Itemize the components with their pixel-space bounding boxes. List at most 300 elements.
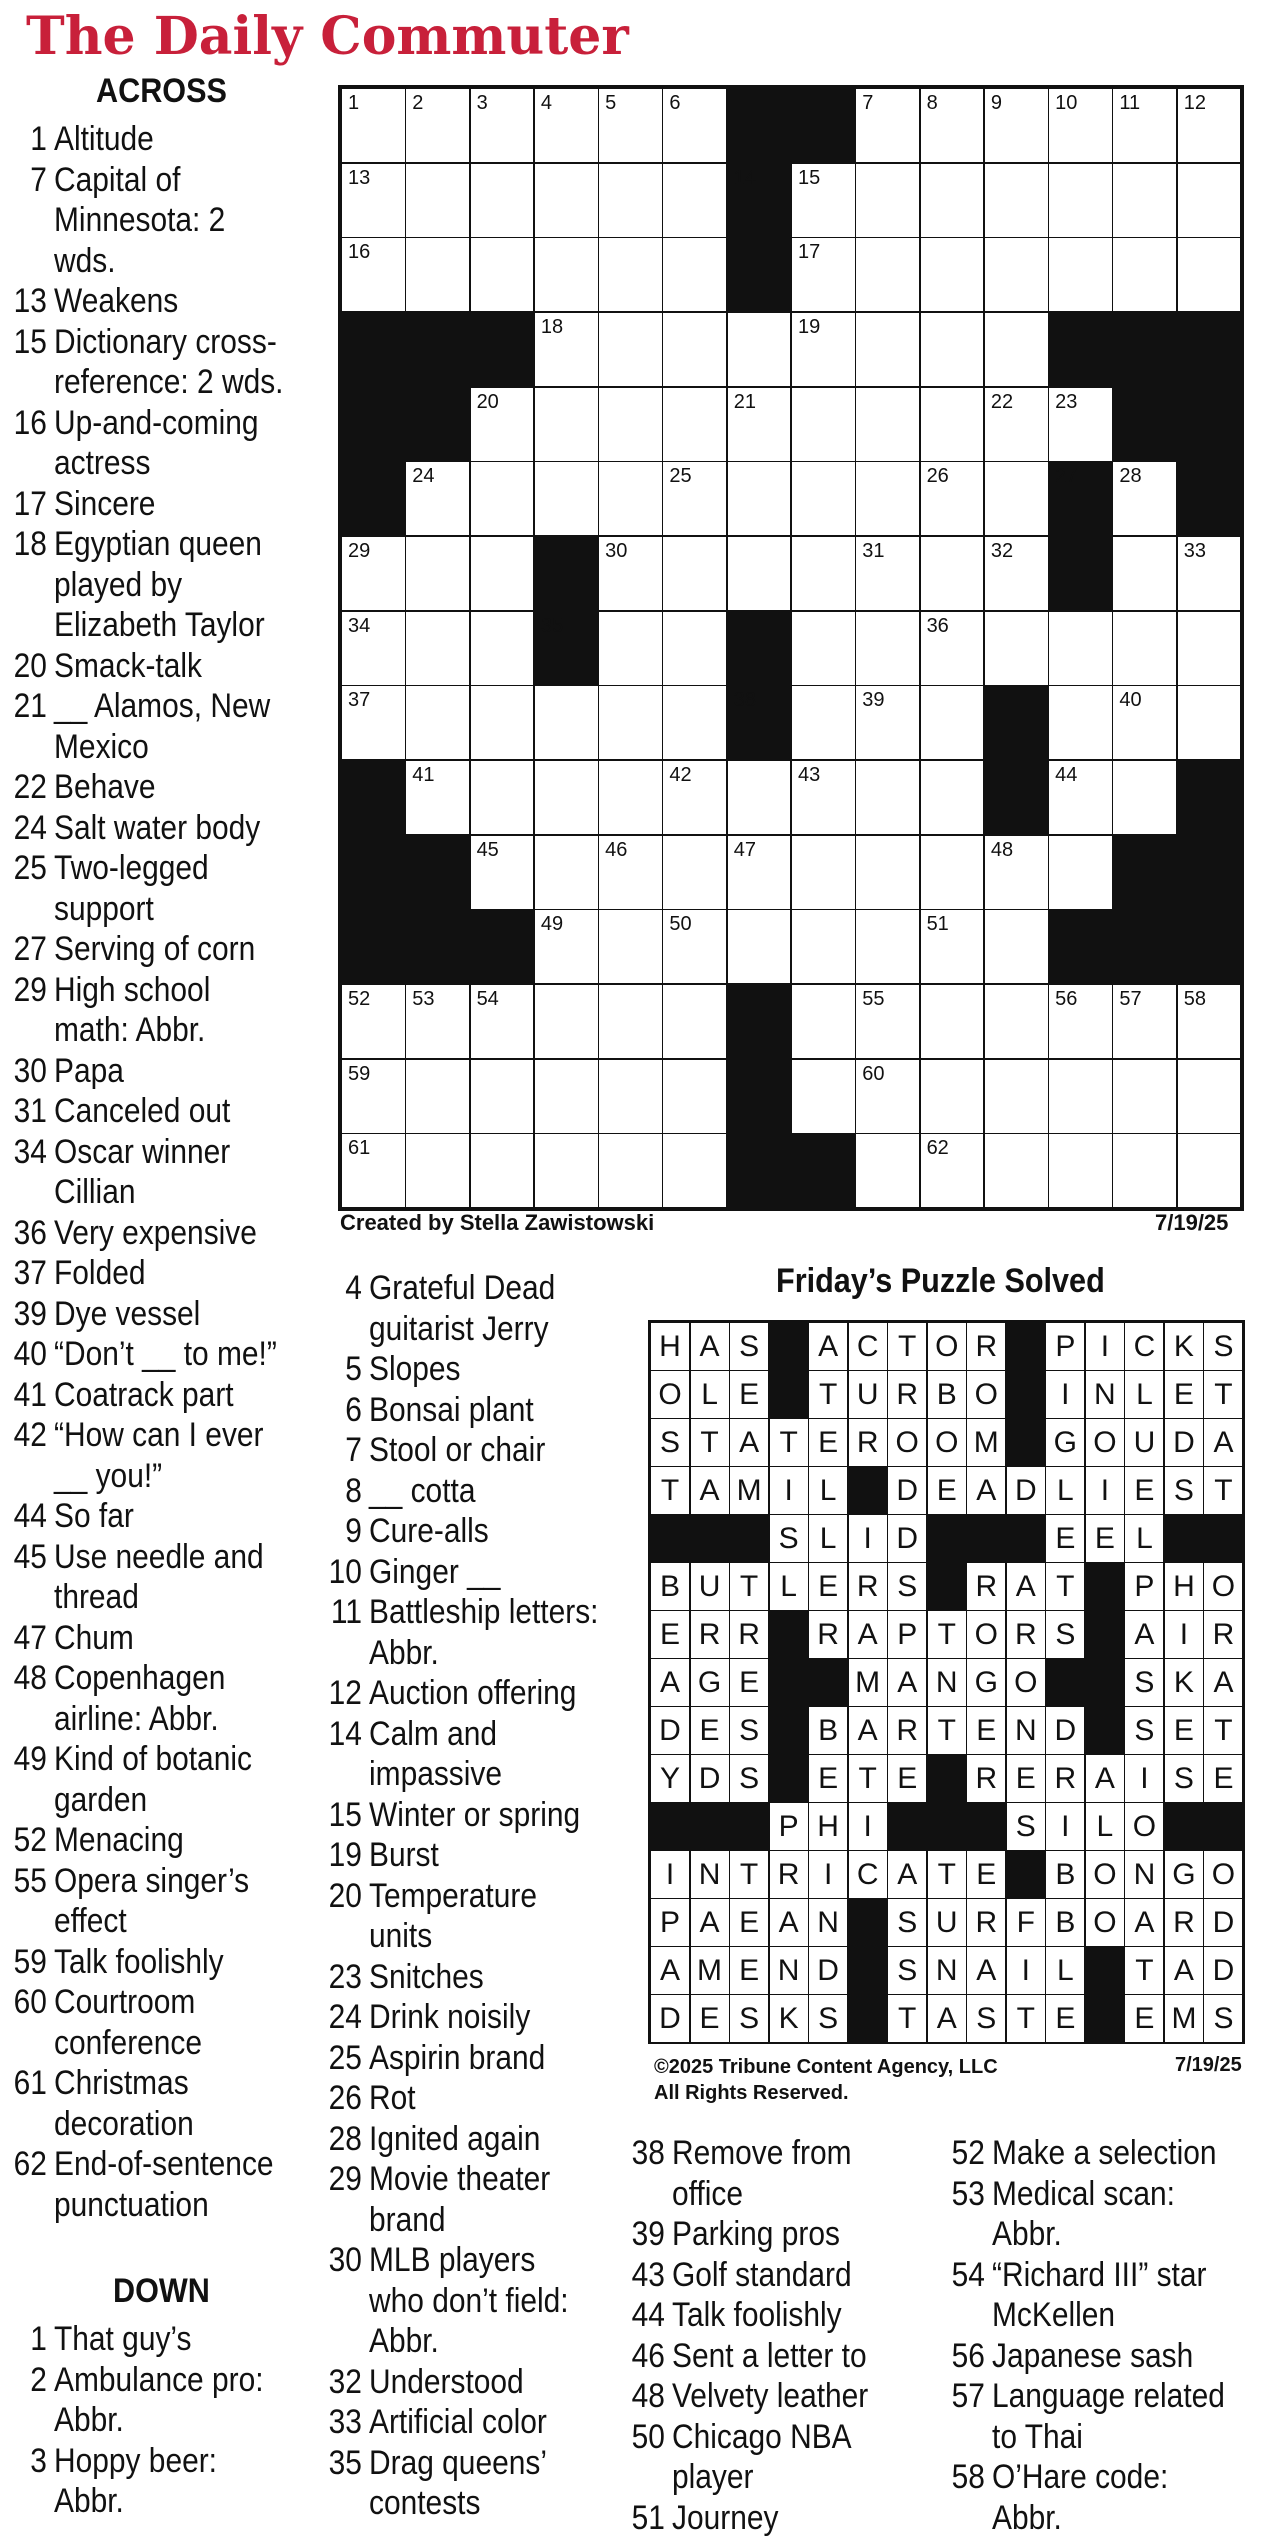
grid-cell[interactable] <box>341 536 406 611</box>
grid-cell[interactable] <box>920 163 985 238</box>
grid-cell[interactable] <box>984 1059 1049 1134</box>
grid-cell[interactable] <box>405 984 470 1059</box>
grid-cell[interactable] <box>1177 163 1242 238</box>
grid-cell[interactable] <box>920 387 985 462</box>
grid-cell[interactable] <box>920 611 985 686</box>
grid-cell[interactable] <box>920 835 985 910</box>
grid-cell[interactable] <box>598 461 663 536</box>
black-square <box>341 909 406 984</box>
solution-letter: T <box>650 1466 690 1515</box>
grid-cell[interactable] <box>727 760 792 835</box>
clue-number: 32 <box>325 2362 362 2403</box>
cell-number: 1 <box>348 92 359 115</box>
black-square <box>1112 835 1177 910</box>
grid-cell[interactable] <box>855 461 920 536</box>
grid-cell[interactable] <box>405 88 470 163</box>
grid-cell[interactable] <box>598 611 663 686</box>
clue-number: 44 <box>628 2295 665 2336</box>
grid-cell[interactable] <box>534 1059 599 1134</box>
grid-cell[interactable] <box>534 387 599 462</box>
grid-cell[interactable] <box>1177 611 1242 686</box>
solution-black-square <box>1085 1994 1125 2043</box>
grid-cell[interactable] <box>727 461 792 536</box>
grid-cell[interactable] <box>920 88 985 163</box>
grid-cell[interactable] <box>662 685 727 760</box>
grid-cell[interactable] <box>1112 984 1177 1059</box>
clue-number: 12 <box>325 1673 362 1714</box>
solution-letter: T <box>1124 1946 1164 1995</box>
grid-cell[interactable] <box>791 909 856 984</box>
grid-cell[interactable] <box>534 760 599 835</box>
down-clue <box>628 2336 867 2377</box>
solution-letter: S <box>729 1994 769 2043</box>
grid-cell[interactable] <box>1112 1133 1177 1208</box>
solved-puzzle-heading: Friday’s Puzzle Solved <box>776 1262 1105 1301</box>
grid-cell[interactable] <box>405 237 470 312</box>
grid-cell[interactable] <box>984 909 1049 984</box>
cell-number: 58 <box>1184 988 1206 1011</box>
grid-cell[interactable] <box>598 163 663 238</box>
grid-cell[interactable] <box>727 536 792 611</box>
across-clue <box>10 808 260 849</box>
grid-cell[interactable] <box>1112 536 1177 611</box>
grid-cell[interactable] <box>855 237 920 312</box>
grid-cell[interactable] <box>855 387 920 462</box>
down-clue <box>628 2417 852 2498</box>
cell-number: 37 <box>348 689 370 712</box>
solution-letter: A <box>966 1466 1006 1515</box>
clue-number: 44 <box>10 1496 47 1537</box>
clue-text: Papa <box>54 1051 124 1092</box>
clue-text: Dictionary cross- reference: 2 wds. <box>54 322 284 403</box>
across-clue <box>10 281 178 322</box>
black-square <box>727 984 792 1059</box>
across-clue <box>10 970 210 1051</box>
solution-letter: D <box>650 1994 690 2043</box>
grid-cell[interactable] <box>1048 685 1113 760</box>
grid-cell[interactable] <box>727 835 792 910</box>
down-clue <box>325 2159 550 2240</box>
grid-cell[interactable] <box>855 909 920 984</box>
clue-text: Altitude <box>54 119 154 160</box>
grid-cell[interactable] <box>1177 685 1242 760</box>
grid-cell[interactable] <box>920 312 985 387</box>
grid-cell[interactable] <box>1048 835 1113 910</box>
clue-text: Artificial color <box>369 2402 547 2443</box>
grid-cell[interactable] <box>470 536 535 611</box>
grid-cell[interactable] <box>1177 984 1242 1059</box>
grid-cell[interactable] <box>791 312 856 387</box>
solution-black-square <box>769 1610 809 1659</box>
grid-cell[interactable] <box>662 984 727 1059</box>
solution-letter: R <box>1045 1754 1085 1803</box>
down-clue <box>325 2078 416 2119</box>
grid-cell[interactable] <box>855 1059 920 1134</box>
cell-number: 34 <box>348 615 370 638</box>
across-heading: ACROSS <box>96 72 227 111</box>
grid-cell[interactable] <box>534 237 599 312</box>
clue-number: 8 <box>325 1471 362 1512</box>
grid-cell[interactable] <box>791 685 856 760</box>
grid-cell[interactable] <box>470 984 535 1059</box>
grid-cell[interactable] <box>1048 387 1113 462</box>
clue-text: Sent a letter to <box>672 2336 867 2377</box>
grid-cell[interactable] <box>984 461 1049 536</box>
grid-cell[interactable] <box>598 88 663 163</box>
grid-cell[interactable] <box>855 536 920 611</box>
solution-letter: G <box>1045 1418 1085 1467</box>
grid-cell[interactable] <box>662 88 727 163</box>
solution-black-square <box>1006 1370 1046 1419</box>
clue-number: 56 <box>948 2336 985 2377</box>
grid-cell[interactable] <box>920 1133 985 1208</box>
grid-cell[interactable] <box>920 984 985 1059</box>
grid-cell[interactable] <box>405 611 470 686</box>
grid-cell[interactable] <box>1048 1133 1113 1208</box>
grid-cell[interactable] <box>791 835 856 910</box>
black-square <box>470 909 535 984</box>
grid-cell[interactable] <box>598 1133 663 1208</box>
grid-cell[interactable] <box>920 461 985 536</box>
grid-cell[interactable] <box>662 760 727 835</box>
grid-cell[interactable] <box>920 760 985 835</box>
crossword-grid[interactable] <box>338 85 1244 1211</box>
grid-cell[interactable] <box>534 685 599 760</box>
grid-cell[interactable] <box>534 835 599 910</box>
grid-cell[interactable] <box>341 88 406 163</box>
solution-letter: I <box>1045 1802 1085 1851</box>
grid-cell[interactable] <box>534 312 599 387</box>
grid-cell[interactable] <box>855 1133 920 1208</box>
grid-cell[interactable] <box>984 835 1049 910</box>
clue-text: Smack-talk <box>54 646 202 687</box>
clue-number: 52 <box>10 1820 47 1861</box>
solution-letter: O <box>1006 1658 1046 1707</box>
solution-letter: O <box>1203 1562 1243 1611</box>
grid-cell[interactable] <box>598 984 663 1059</box>
clue-text: O’Hare code: Abbr. <box>992 2457 1168 2538</box>
grid-cell[interactable] <box>920 685 985 760</box>
clue-text: “How can I ever __ you!” <box>54 1415 264 1496</box>
grid-cell[interactable] <box>534 909 599 984</box>
grid-cell[interactable] <box>662 163 727 238</box>
grid-cell[interactable] <box>405 685 470 760</box>
grid-cell[interactable] <box>855 312 920 387</box>
grid-cell[interactable] <box>984 312 1049 387</box>
down-clue <box>325 2402 547 2443</box>
clue-number: 54 <box>948 2255 985 2296</box>
grid-cell[interactable] <box>470 163 535 238</box>
grid-cell[interactable] <box>470 88 535 163</box>
grid-cell[interactable] <box>534 163 599 238</box>
grid-cell[interactable] <box>855 611 920 686</box>
grid-cell[interactable] <box>791 461 856 536</box>
grid-cell[interactable] <box>984 163 1049 238</box>
solution-letter: L <box>808 1466 848 1515</box>
clue-number: 1 <box>10 2319 47 2360</box>
grid-cell[interactable] <box>1112 88 1177 163</box>
grid-cell[interactable] <box>791 536 856 611</box>
solution-letter: M <box>729 1466 769 1515</box>
cell-number: 17 <box>798 241 820 264</box>
cell-number: 61 <box>348 1137 370 1160</box>
grid-cell[interactable] <box>1112 611 1177 686</box>
solution-letter: T <box>1203 1466 1243 1515</box>
solution-letter: S <box>650 1418 690 1467</box>
clue-number: 59 <box>10 1942 47 1983</box>
solution-letter: T <box>927 1706 967 1755</box>
grid-cell[interactable] <box>470 685 535 760</box>
grid-cell[interactable] <box>405 163 470 238</box>
grid-cell[interactable] <box>341 611 406 686</box>
solution-letter: A <box>690 1322 730 1371</box>
clue-text: Chicago NBA player <box>672 2417 852 2498</box>
solution-letter: A <box>769 1898 809 1947</box>
solution-letter: O <box>1124 1802 1164 1851</box>
grid-cell[interactable] <box>791 163 856 238</box>
clue-text: That guy’s <box>54 2319 192 2360</box>
grid-cell[interactable] <box>598 685 663 760</box>
solution-letter: E <box>650 1610 690 1659</box>
grid-cell[interactable] <box>598 237 663 312</box>
grid-cell[interactable] <box>855 835 920 910</box>
grid-cell[interactable] <box>598 536 663 611</box>
solution-letter: A <box>1203 1658 1243 1707</box>
cell-number: 36 <box>927 615 949 638</box>
solution-letter: S <box>1203 1322 1243 1371</box>
solution-letter: M <box>966 1418 1006 1467</box>
grid-cell[interactable] <box>341 1059 406 1134</box>
across-clue <box>10 1213 257 1254</box>
down-clue <box>325 1957 484 1998</box>
down-clue <box>325 2240 569 2362</box>
cell-number: 46 <box>605 839 627 862</box>
grid-cell[interactable] <box>598 835 663 910</box>
grid-cell[interactable] <box>855 163 920 238</box>
grid-cell[interactable] <box>470 611 535 686</box>
black-square <box>1177 387 1242 462</box>
grid-cell[interactable] <box>662 237 727 312</box>
solution-letter: R <box>769 1850 809 1899</box>
grid-cell[interactable] <box>662 387 727 462</box>
solution-black-square <box>1045 1658 1085 1707</box>
grid-cell[interactable] <box>791 760 856 835</box>
grid-cell[interactable] <box>470 461 535 536</box>
grid-cell[interactable] <box>341 237 406 312</box>
solution-letter: T <box>808 1370 848 1419</box>
solution-letter: O <box>966 1610 1006 1659</box>
grid-cell[interactable] <box>791 984 856 1059</box>
solution-black-square <box>848 1994 888 2043</box>
clue-number: 28 <box>325 2119 362 2160</box>
grid-cell[interactable] <box>470 237 535 312</box>
grid-cell[interactable] <box>405 536 470 611</box>
grid-cell[interactable] <box>855 760 920 835</box>
solution-letter: E <box>729 1898 769 1947</box>
grid-cell[interactable] <box>405 1059 470 1134</box>
grid-cell[interactable] <box>1112 163 1177 238</box>
cell-number: 5 <box>605 92 616 115</box>
grid-cell[interactable] <box>1048 1059 1113 1134</box>
solved-puzzle-grid <box>648 1320 1245 2044</box>
solution-letter: R <box>848 1418 888 1467</box>
grid-cell[interactable] <box>727 909 792 984</box>
grid-cell[interactable] <box>984 387 1049 462</box>
solution-letter: B <box>927 1370 967 1419</box>
solution-letter: S <box>1203 1994 1243 2043</box>
grid-cell[interactable] <box>598 909 663 984</box>
grid-cell[interactable] <box>341 163 406 238</box>
down-clue <box>325 1390 534 1431</box>
solution-black-square <box>769 1370 809 1419</box>
grid-cell[interactable] <box>470 1133 535 1208</box>
solution-letter: E <box>1164 1706 1204 1755</box>
grid-cell[interactable] <box>662 835 727 910</box>
grid-cell[interactable] <box>855 984 920 1059</box>
solution-letter: G <box>1164 1850 1204 1899</box>
solution-letter: A <box>927 1994 967 2043</box>
grid-cell[interactable] <box>1177 1059 1242 1134</box>
solution-letter: E <box>729 1658 769 1707</box>
solution-letter: I <box>1045 1370 1085 1419</box>
solution-letter: A <box>690 1898 730 1947</box>
grid-cell[interactable] <box>791 387 856 462</box>
grid-cell[interactable] <box>1048 163 1113 238</box>
down-clue <box>628 2498 778 2538</box>
down-clue <box>948 2457 1168 2538</box>
clue-text: Make a selection <box>992 2133 1217 2174</box>
grid-cell[interactable] <box>1112 237 1177 312</box>
solution-letter: T <box>1203 1370 1243 1419</box>
grid-cell[interactable] <box>920 1059 985 1134</box>
grid-cell[interactable] <box>1112 685 1177 760</box>
grid-cell[interactable] <box>791 611 856 686</box>
grid-cell[interactable] <box>598 387 663 462</box>
grid-cell[interactable] <box>984 984 1049 1059</box>
clue-text: __ Alamos, New Mexico <box>54 686 270 767</box>
across-clue <box>10 1294 200 1335</box>
solution-letter: P <box>1045 1322 1085 1371</box>
solution-letter: T <box>848 1754 888 1803</box>
grid-cell[interactable] <box>662 1133 727 1208</box>
grid-cell[interactable] <box>1048 237 1113 312</box>
grid-cell[interactable] <box>984 1133 1049 1208</box>
grid-cell[interactable] <box>598 1059 663 1134</box>
black-square <box>1177 461 1242 536</box>
grid-cell[interactable] <box>662 1059 727 1134</box>
solution-letter: R <box>1203 1610 1243 1659</box>
solution-black-square <box>927 1754 967 1803</box>
solution-black-square <box>927 1562 967 1611</box>
grid-cell[interactable] <box>1177 1133 1242 1208</box>
grid-cell[interactable] <box>984 611 1049 686</box>
grid-cell[interactable] <box>1112 760 1177 835</box>
grid-cell[interactable] <box>727 312 792 387</box>
across-clue <box>10 1739 252 1820</box>
grid-cell[interactable] <box>791 1059 856 1134</box>
solution-letter: C <box>848 1322 888 1371</box>
grid-cell[interactable] <box>405 461 470 536</box>
clue-number: 6 <box>325 1390 362 1431</box>
grid-cell[interactable] <box>534 88 599 163</box>
grid-cell[interactable] <box>984 237 1049 312</box>
grid-cell[interactable] <box>1177 88 1242 163</box>
grid-cell[interactable] <box>855 88 920 163</box>
cell-number: 32 <box>991 540 1013 563</box>
black-square <box>727 685 792 760</box>
copyright-notice <box>654 2054 998 2106</box>
grid-cell[interactable] <box>984 536 1049 611</box>
grid-cell[interactable] <box>341 685 406 760</box>
solution-black-square <box>1085 1658 1125 1707</box>
solution-letter: H <box>1164 1562 1204 1611</box>
grid-cell[interactable] <box>1048 88 1113 163</box>
grid-cell[interactable] <box>1048 760 1113 835</box>
grid-cell[interactable] <box>341 984 406 1059</box>
across-clue <box>10 1618 134 1659</box>
grid-cell[interactable] <box>855 685 920 760</box>
grid-cell[interactable] <box>1048 611 1113 686</box>
grid-cell[interactable] <box>920 909 985 984</box>
clue-text: Rot <box>369 2078 416 2119</box>
clue-number: 61 <box>10 2063 47 2104</box>
grid-cell[interactable] <box>662 461 727 536</box>
across-clue <box>10 1982 202 2063</box>
grid-cell[interactable] <box>470 760 535 835</box>
black-square <box>1048 312 1113 387</box>
grid-cell[interactable] <box>470 1059 535 1134</box>
grid-cell[interactable] <box>470 387 535 462</box>
grid-cell[interactable] <box>920 237 985 312</box>
grid-cell[interactable] <box>534 1133 599 1208</box>
grid-cell[interactable] <box>405 1133 470 1208</box>
grid-cell[interactable] <box>1112 1059 1177 1134</box>
grid-cell[interactable] <box>662 611 727 686</box>
down-clue <box>325 1673 576 1714</box>
clue-number: 39 <box>628 2214 665 2255</box>
grid-cell[interactable] <box>598 312 663 387</box>
down-clue <box>10 2441 217 2522</box>
grid-cell[interactable] <box>534 461 599 536</box>
grid-cell[interactable] <box>534 984 599 1059</box>
clue-text: High school math: Abbr. <box>54 970 210 1051</box>
grid-cell[interactable] <box>598 760 663 835</box>
grid-cell[interactable] <box>662 536 727 611</box>
grid-cell[interactable] <box>1112 461 1177 536</box>
grid-cell[interactable] <box>662 909 727 984</box>
grid-cell[interactable] <box>791 237 856 312</box>
clue-text: Folded <box>54 1253 145 1294</box>
grid-cell[interactable] <box>1048 984 1113 1059</box>
solution-letter: S <box>1164 1466 1204 1515</box>
down-clue <box>628 2133 852 2214</box>
grid-cell[interactable] <box>727 387 792 462</box>
grid-cell[interactable] <box>984 88 1049 163</box>
clue-number: 46 <box>628 2336 665 2377</box>
grid-cell[interactable] <box>341 1133 406 1208</box>
solution-letter: S <box>887 1562 927 1611</box>
grid-cell[interactable] <box>662 312 727 387</box>
grid-cell[interactable] <box>920 536 985 611</box>
clue-text: Language related to Thai <box>992 2376 1225 2457</box>
clue-number: 13 <box>10 281 47 322</box>
grid-cell[interactable] <box>470 835 535 910</box>
grid-cell[interactable] <box>405 760 470 835</box>
grid-cell[interactable] <box>1177 536 1242 611</box>
grid-cell[interactable] <box>1177 237 1242 312</box>
solution-black-square <box>1006 1514 1046 1563</box>
across-clue <box>10 929 255 970</box>
